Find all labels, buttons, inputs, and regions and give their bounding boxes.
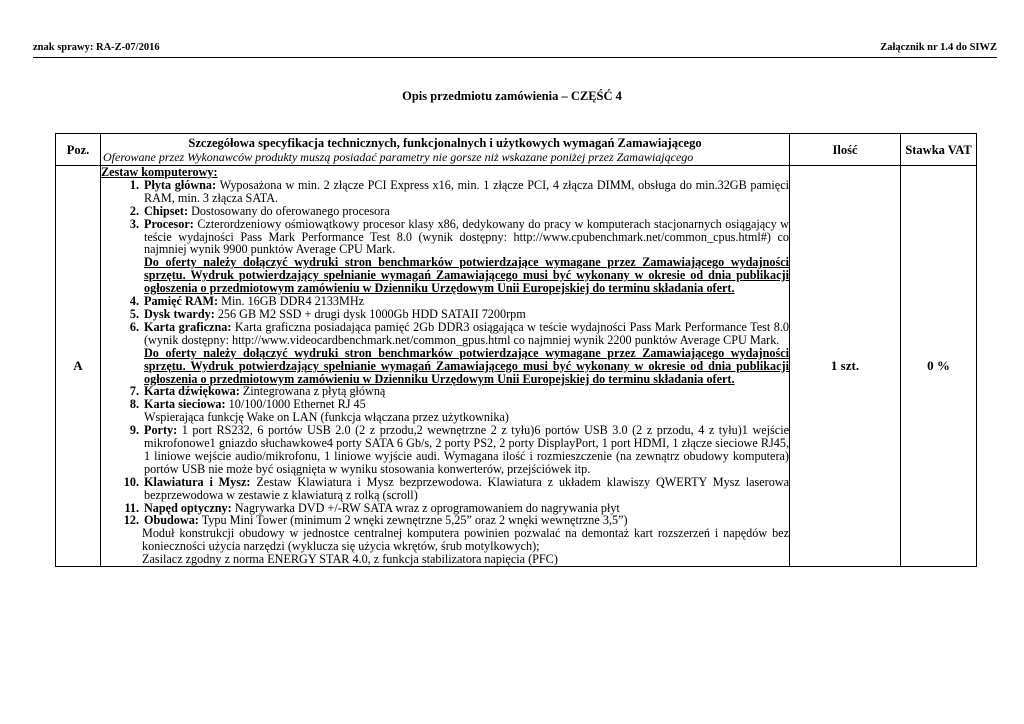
column-header-spec	[101, 134, 790, 166]
table-header-row	[56, 134, 977, 166]
list-item: 9. Porty: 1 port RS232, 6 portów USB 2.0 (2 z przodu,2 wewnętrzne 2 z tyłu)6 portów USB 3.0 (2 z przodu, 4 z tyłu)1 wejście mikrofonowe1 gniazdo słuchawkowe4 porty SATA 6 Gb/s, 2 porty PS2, 2 porty DisplayPort, 1 port HDMI, 1 złącze sieciowe RJ45, 1 liniowe wejście audio/mikrofonu, 1 liniowe wyjście audi. Wymagana ilość i rozmieszczenie (na zewnątrz obudowy komputera) portów USB nie może być osiągnięta w wyniku stosowania konwerterów, przejściówek itp.	[129, 423, 789, 476]
specification-table	[55, 133, 977, 567]
list-item: 2. Chipset: Dostosowany do oferowanego procesora	[129, 203, 390, 218]
column-header-qty: Ilość	[790, 134, 901, 166]
spec-header-sub: Oferowane przez Wykonawców produkty muszą posiadać parametry nie gorsze niż wskazane poniżej przez Zamawiającego	[103, 149, 694, 164]
list-item: 11. Napęd optyczny: Nagrywarka DVD +/-RW SATA wraz z oprogramowaniem do nagrywania płyt	[124, 500, 620, 515]
row-position: A	[56, 166, 101, 567]
spec-list	[101, 179, 789, 527]
column-header-pos: Poz.	[56, 134, 101, 166]
power-supply-text: Zasilacz zgodny z norma ENERGY STAR 4.0, z funkcja stabilizatora napięcia (PFC)	[142, 552, 558, 567]
case-details	[101, 527, 789, 566]
benchmark-note: Do oferty należy dołączyć wydruki stron benchmarków potwierdzające wymagane przez Zamawiającego wydajności sprzętu. Wydruk potwierdzający spełnianie wymagań Zamawiającego musi być wykonany w okresie od dnia publikacji ogłoszenia o przedmiotowym zamówieniu w Dzienniku Urzędowym Unii Europejskiej do terminu składania ofert.	[144, 345, 789, 386]
spec-header-main: Szczegółowa specyfikacja technicznych, funkcjonalnych i użytkowych wymagań Zamawiającego	[188, 135, 702, 150]
header-divider	[33, 57, 997, 58]
list-item: 7. Karta dźwiękowa: Zintegrowana z płytą główną	[129, 384, 386, 399]
list-item: 3. Procesor: Czterordzeniowy ośmiowątkowy procesor klasy x86, dedykowany do pracy w komputerach stacjonarnych osiągający w teście wydajności Pass Mark Performance Test 8.0 (wynik dostępny: http://www.cpubenchmark.net/common_cpus.html#) co najmniej wynik 9900 punktów Average CPU Mark. Do oferty należy dołączyć wydruki stron benchmarków potwierdzające wymagane przez Zamawiającego wydajności sprzętu. Wydruk potwierdzający spełnianie wymagań Zamawiającego musi być wykonany w okresie od dnia publikacji ogłoszenia o przedmiotowym zamówieniu w Dzienniku Urzędowym Unii Europejskiej do terminu składania ofert.	[129, 216, 789, 296]
network-note: Wspierająca funkcję Wake on LAN (funkcja włączana przez użytkownika)	[144, 410, 509, 425]
list-item: 5. Dysk twardy: 256 GB M2 SSD + drugi dysk 1000Gb HDD SATAII 7200rpm	[129, 306, 526, 321]
set-title: Zestaw komputerowy:	[101, 165, 218, 179]
list-item: 6. Karta graficzna: Karta graficzna posiadająca pamięć 2Gb DDR3 osiągająca w teście wydajności Pass Mark Performance Test 8.0 (wynik dostępny: http://www.videocardbenchmark.net/common_gpus.html co najmniej wynik 2200 punktów Average CPU Mark. Do oferty należy dołączyć wydruki stron benchmarków potwierdzające wymagane przez Zamawiającego wydajności sprzętu. Wydruk potwierdzający spełnianie wymagań Zamawiającego musi być wykonany w okresie od dnia publikacji ogłoszenia o przedmiotowym zamówieniu w Dzienniku Urzędowym Unii Europejskiej do terminu składania ofert.	[129, 319, 789, 386]
column-header-vat: Stawka VAT	[901, 134, 977, 166]
attachment-label: Załącznik nr 1.4 do SIWZ	[880, 42, 997, 53]
list-item: 1. Płyta główna: Wyposażona w min. 2 złącze PCI Express x16, min. 1 złącze PCI, 4 złącza DIMM, obsługa do min.32GB pamięci RAM, min. 3 złącza SATA.	[129, 177, 790, 205]
page-header	[33, 42, 997, 58]
row-specification	[101, 166, 790, 567]
list-item: 8. Karta sieciowa: 10/100/1000 Ethernet RJ 45 Wspierająca funkcję Wake on LAN (funkcja włączana przez użytkownika)	[101, 398, 789, 424]
row-vat-rate: 0 %	[901, 166, 977, 567]
list-item: 12. Obudowa: Typu Mini Tower (minimum 2 wnęki zewnętrzne 5,25” oraz 2 wnęki wewnętrzne 3,5”)	[123, 513, 628, 528]
benchmark-note: Do oferty należy dołączyć wydruki stron benchmarków potwierdzające wymagane przez Zamawiającego wydajności sprzętu. Wydruk potwierdzający spełnianie wymagań Zamawiającego musi być wykonany w okresie od dnia publikacji ogłoszenia o przedmiotowym zamówieniu w Dzienniku Urzędowym Unii Europejskiej do terminu składania ofert.	[144, 255, 789, 296]
list-item: 4. Pamięć RAM: Min. 16GB DDR4 2133MHz	[129, 294, 365, 309]
page-title: Opis przedmiotu zamówienia – CZĘŚĆ 4	[402, 89, 622, 103]
list-item: 10. Klawiatura i Mysz: Zestaw Klawiatura i Mysz bezprzewodowa. Klawiatura z układem klawiszy QWERTY Mysz laserowa bezprzewodowa w zestawie z klawiaturą z rolką (scroll)	[123, 474, 789, 502]
row-quantity: 1 szt.	[790, 166, 901, 567]
case-reference: znak sprawy: RA-Z-07/2016	[33, 42, 160, 53]
table-row	[56, 166, 977, 567]
case-modular-text: Moduł konstrukcji obudowy w jednostce centralnej komputera powinien pozwalać na demontaż kart rozszerzeń i napędów bez konieczności użycia narzędzi (wyklucza się użycia wkrętów, śrub motylkowych);	[142, 526, 789, 554]
